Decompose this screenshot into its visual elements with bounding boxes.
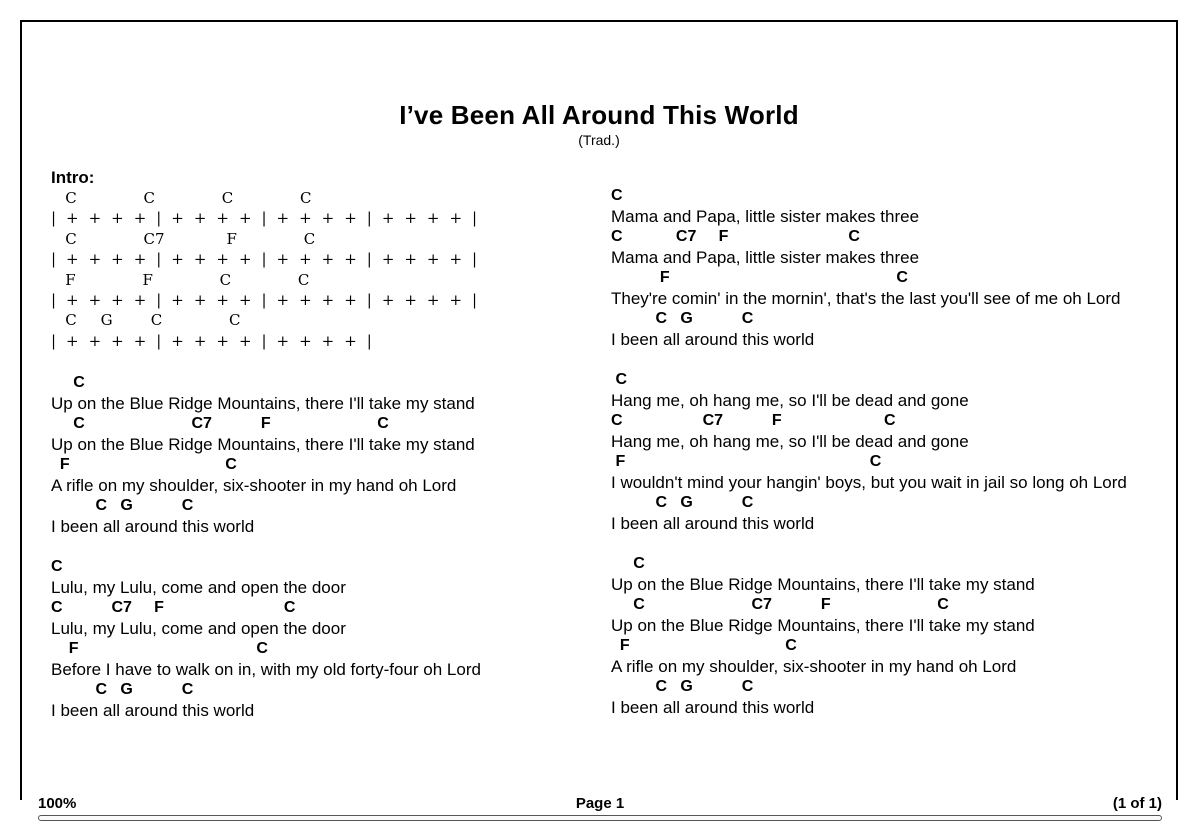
page-indicator: Page 1 bbox=[575, 795, 625, 812]
verse bbox=[611, 186, 1127, 350]
intro-section bbox=[51, 168, 481, 351]
chord-line: C bbox=[611, 371, 627, 388]
lyric-line: Hang me, oh hang me, so I'll be dead and gone bbox=[611, 431, 969, 451]
chord-line: F C bbox=[51, 456, 237, 474]
chord-line: F C bbox=[51, 640, 268, 658]
song-subtitle: (Trad.) bbox=[578, 132, 620, 148]
lyric-line: They're comin' in the mornin', that's the last you'll see of me oh Lord bbox=[611, 288, 1121, 308]
lyric-line: Up on the Blue Ridge Mountains, there I'll take my stand bbox=[51, 434, 475, 454]
verse bbox=[611, 554, 1127, 718]
chord-line: C G C bbox=[611, 310, 754, 327]
zoom-level[interactable]: 100% bbox=[38, 795, 77, 812]
intro-chord-row: F F C C bbox=[51, 270, 310, 289]
lyric-line: Mama and Papa, little sister makes three bbox=[611, 247, 920, 267]
chord-line: C bbox=[51, 374, 85, 392]
intro-beat-row: | + + + + | + + + + | + + + + | + + + + | bbox=[51, 250, 478, 269]
chord-line: C C7 F C bbox=[611, 228, 860, 245]
intro-beat-row: | + + + + | + + + + | + + + + | bbox=[51, 331, 372, 350]
lyric-line: Hang me, oh hang me, so I'll be dead and gone bbox=[611, 390, 969, 410]
intro-chord-row: C C7 F C bbox=[51, 229, 316, 248]
intro-beat-row: | + + + + | + + + + | + + + + | + + + + | bbox=[51, 209, 478, 228]
right-column bbox=[611, 186, 1127, 738]
verse bbox=[51, 557, 481, 721]
chord-line: C bbox=[51, 558, 63, 576]
chord-line: C C7 F C bbox=[611, 596, 949, 613]
lyric-line: Up on the Blue Ridge Mountains, there I'll take my stand bbox=[611, 615, 1035, 635]
lyric-line: A rifle on my shoulder, six-shooter in my hand oh Lord bbox=[51, 475, 457, 495]
chord-line: F C bbox=[611, 453, 882, 470]
lyric-line: Up on the Blue Ridge Mountains, there I'll take my stand bbox=[611, 574, 1035, 594]
lyric-line: Lulu, my Lulu, come and open the door bbox=[51, 618, 346, 638]
lyric-line: I been all around this world bbox=[611, 513, 815, 533]
song-sheet-page bbox=[20, 20, 1178, 800]
intro-chord-row: C C C C bbox=[51, 189, 312, 207]
verse bbox=[611, 370, 1127, 534]
chord-line: C G C bbox=[51, 681, 194, 699]
lyric-line: I wouldn't mind your hangin' boys, but you wait in jail so long oh Lord bbox=[611, 472, 1127, 492]
lyric-line: A rifle on my shoulder, six-shooter in my hand oh Lord bbox=[611, 656, 1017, 676]
song-title: I’ve Been All Around This World bbox=[399, 100, 799, 130]
chord-line: C C7 F C bbox=[51, 415, 389, 433]
intro-chord-row: C G C C bbox=[51, 311, 241, 330]
lyric-line: Lulu, my Lulu, come and open the door bbox=[51, 577, 346, 597]
chord-line: C bbox=[611, 555, 645, 572]
chord-line: C G C bbox=[611, 678, 754, 695]
lyric-line: Before I have to walk on in, with my old forty-four oh Lord bbox=[51, 659, 481, 679]
chord-line: C C7 F C bbox=[611, 412, 896, 429]
chord-line: C C7 F C bbox=[51, 599, 296, 617]
chord-line: C G C bbox=[51, 497, 194, 515]
verse bbox=[51, 373, 481, 537]
chord-line: F C bbox=[611, 637, 797, 654]
page-count: (1 of 1) bbox=[1112, 795, 1162, 812]
intro-label: Intro: bbox=[51, 168, 95, 187]
horizontal-scrollbar[interactable] bbox=[38, 815, 1162, 821]
left-column bbox=[51, 168, 481, 741]
chord-line: C G C bbox=[611, 494, 754, 511]
lyric-line: I been all around this world bbox=[51, 700, 255, 720]
status-bar bbox=[38, 794, 1162, 814]
chord-line: C bbox=[611, 187, 623, 204]
chord-line: F C bbox=[611, 269, 908, 286]
lyric-line: I been all around this world bbox=[611, 697, 815, 717]
intro-beat-row: | + + + + | + + + + | + + + + | + + + + | bbox=[51, 290, 478, 309]
lyric-line: I been all around this world bbox=[611, 329, 815, 349]
lyric-line: Mama and Papa, little sister makes three bbox=[611, 206, 920, 226]
lyric-line: Up on the Blue Ridge Mountains, there I'll take my stand bbox=[51, 393, 475, 413]
lyric-line: I been all around this world bbox=[51, 516, 255, 536]
